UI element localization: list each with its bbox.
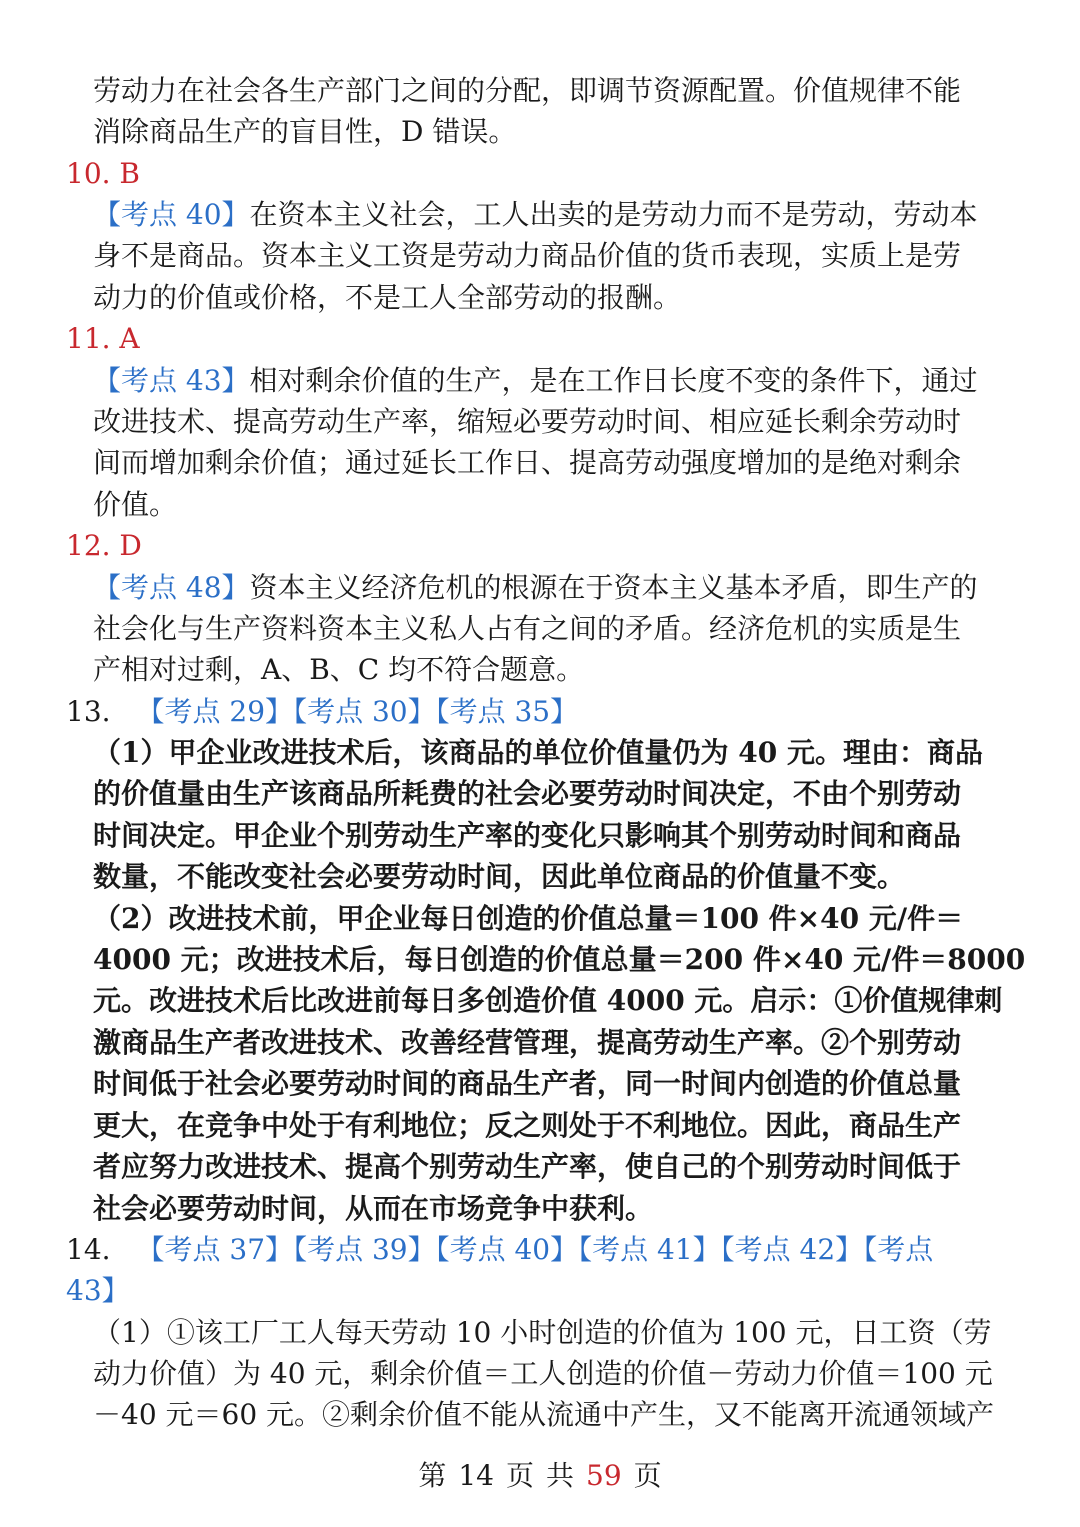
answer-14-number: 14.	[66, 1233, 111, 1266]
knowledge-point-tag: 【考点 37】	[136, 1233, 294, 1266]
knowledge-point-tag: 【考点 30】	[293, 695, 436, 728]
knowledge-point-tag: 【考点 40】	[93, 198, 250, 231]
text-line: 元。改进技术后比改进前每日多创造价值 4000 元。启示：①价值规律刺	[93, 984, 1003, 1017]
text-line: 改进技术、提高劳动生产率，缩短必要劳动时间、相应延长剩余劳动时	[93, 405, 962, 438]
text-line: （1）①该工厂工人每天劳动 10 小时创造的价值为 100 元，日工资（劳	[93, 1316, 992, 1349]
text-line: 激商品生产者改进技术、改善经营管理，提高劳动生产率。②个别劳动	[93, 1026, 962, 1059]
knowledge-point-tag: 【考点	[863, 1233, 934, 1266]
knowledge-point-tag: 【考点 41】	[578, 1233, 721, 1266]
answer-11-line	[93, 360, 978, 401]
knowledge-point-tag: 【考点 40】	[435, 1233, 579, 1266]
footer-page-word: 页	[505, 1459, 534, 1492]
answer-14-heading	[66, 1229, 933, 1270]
current-page-number: 14	[458, 1459, 494, 1492]
text-line: 动力价值）为 40 元，剩余价值＝工人创造的价值－劳动力价值＝100 元	[93, 1357, 993, 1390]
answer-12-heading: 12. D	[66, 529, 142, 562]
footer-suffix: 页	[633, 1459, 662, 1492]
answer-11-text: 相对剩余价值的生产，是在工作日长度不变的条件下，通过	[249, 364, 978, 397]
text-line: （1）甲企业改进技术后，该商品的单位价值量仍为 40 元。理由：商品	[93, 736, 983, 769]
text-line: 身不是商品。资本主义工资是劳动力商品价值的货币表现，实质上是劳	[93, 239, 962, 272]
page-footer	[0, 1455, 1080, 1496]
total-page-number: 59	[586, 1459, 622, 1492]
text-line: 间而增加剩余价值；通过延长工作日、提高劳动强度增加的是绝对剩余	[93, 446, 962, 479]
text-line: 社会必要劳动时间，从而在市场竞争中获利。	[93, 1192, 654, 1225]
knowledge-point-tag: 【考点 43】	[93, 364, 250, 397]
text-line: 者应努力改进技术、提高个别劳动生产率，使自己的个别劳动时间低于	[93, 1150, 962, 1183]
text-line: 动力的价值或价格，不是工人全部劳动的报酬。	[93, 281, 682, 314]
knowledge-point-tag: 【考点 29】	[136, 695, 294, 728]
text-line: 产相对过剩，A、B、C 均不符合题意。	[93, 653, 585, 686]
text-line: 的价值量由生产该商品所耗费的社会必要劳动时间决定，不由个别劳动	[93, 777, 962, 810]
text-line: 数量，不能改变社会必要劳动时间，因此单位商品的价值量不变。	[93, 860, 906, 893]
text-line: 社会化与生产资料资本主义私人占有之间的矛盾。经济危机的实质是生	[93, 612, 962, 645]
answer-10-line	[93, 194, 978, 235]
knowledge-point-tag: 【考点 42】	[720, 1233, 864, 1266]
answer-10-heading: 10. B	[66, 157, 141, 190]
text-line: 更大，在竞争中处于有利地位；反之则处于不利地位。因此，商品生产	[93, 1109, 962, 1142]
footer-prefix: 第	[418, 1459, 447, 1492]
answer-12-line	[93, 567, 978, 608]
answer-13-heading	[66, 691, 578, 732]
text-line: －40 元＝60 元。②剩余价值不能从流通中产生，又不能离开流通领域产	[93, 1398, 995, 1431]
knowledge-point-tag: 【考点 35】	[435, 695, 579, 728]
answer-11-heading: 11. A	[66, 322, 140, 355]
knowledge-point-tag-continued: 43】	[66, 1274, 130, 1307]
knowledge-point-tag: 【考点 48】	[93, 571, 250, 604]
knowledge-point-tag: 【考点 39】	[293, 1233, 436, 1266]
answer-13-number: 13.	[66, 695, 111, 728]
answer-12-text: 资本主义经济危机的根源在于资本主义基本矛盾，即生产的	[249, 571, 978, 604]
text-line: 价值。	[93, 488, 178, 521]
text-line: 劳动力在社会各生产部门之间的分配，即调节资源配置。价值规律不能	[93, 74, 962, 107]
footer-total-word: 共	[546, 1459, 575, 1492]
text-line: 时间低于社会必要劳动时间的商品生产者，同一时间内创造的价值总量	[93, 1067, 962, 1100]
answer-10-text: 在资本主义社会，工人出卖的是劳动力而不是劳动，劳动本	[249, 198, 978, 231]
text-line: 4000 元；改进技术后，每日创造的价值总量＝200 件×40 元/件＝8000	[93, 943, 1026, 976]
text-line: 时间决定。甲企业个别劳动生产率的变化只影响其个别劳动时间和商品	[93, 819, 962, 852]
text-line: 消除商品生产的盲目性，D 错误。	[93, 115, 517, 148]
text-line: （2）改进技术前，甲企业每日创造的价值总量＝100 件×40 元/件＝	[93, 902, 964, 935]
